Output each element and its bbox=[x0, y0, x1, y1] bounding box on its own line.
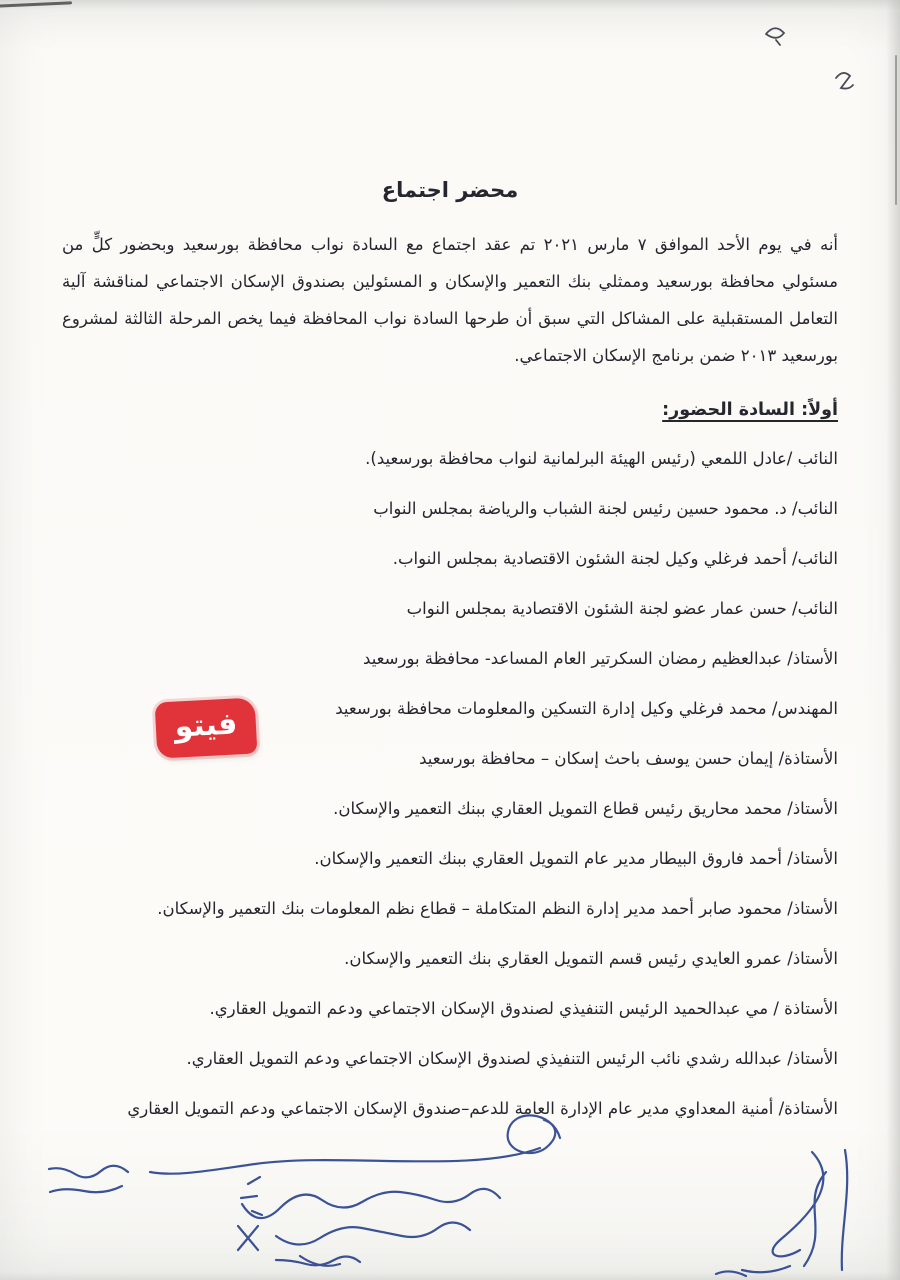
attendee-line: الأستاذ/ عبدالعظيم رمضان السكرتير العام المساعد- محافظة بورسعيد bbox=[363, 649, 838, 668]
scan-edge-bottom bbox=[0, 1272, 900, 1280]
attendees-section-heading: أولاً: السادة الحضور: bbox=[662, 400, 838, 420]
attendee-line: المهندس/ محمد فرغلي وكيل إدارة التسكين والمعلومات محافظة بورسعيد bbox=[335, 699, 838, 718]
intro-paragraph: أنه في يوم الأحد الموافق ٧ مارس ٢٠٢١ تم عقد اجتماع مع السادة نواب محافظة بورسعيد وبحضور كلٍّ من مسئولي محافظة بورسعيد وممثلي بنك التعمير والإسكان و المسئولين بصندوق الإسكان الاجتماعي لمناقشة آلية التعامل المستقبلية على المشاكل التي سبق أن طرحها السادة نواب المحافظة فيما يخص المرحلة الثالثة لمشروع بورسعيد ٢٠١٣ ضمن برنامج الإسكان الاجتماعي. bbox=[62, 235, 839, 365]
news-watermark-logo bbox=[155, 697, 258, 758]
attendee-line: الأستاذ/ محمد محاريق رئيس قطاع التمويل العقاري ببنك التعمير والإسكان. bbox=[333, 799, 838, 818]
attendee-line: الأستاذ/ محمود صابر أحمد مدير إدارة النظم المتكاملة – قطاع نظم المعلومات بنك التعمير والإسكان. bbox=[157, 899, 838, 918]
attendee-line: النائب /عادل اللمعي (رئيس الهيئة البرلمانية لنواب محافظة بورسعيد). bbox=[365, 449, 838, 468]
document-title: محضر اجتماع bbox=[381, 178, 519, 202]
attendee-line: الأستاذة / مي عبدالحميد الرئيس التنفيذي لصندوق الإسكان الاجتماعي ودعم التمويل العقاري. bbox=[209, 999, 838, 1018]
attendee-line: الأستاذ/ عبدالله رشدي نائب الرئيس التنفيذي لصندوق الإسكان الاجتماعي ودعم التمويل العقاري. bbox=[186, 1049, 838, 1068]
attendee-line: الأستاذ/ عمرو العايدي رئيس قسم التمويل العقاري بنك التعمير والإسكان. bbox=[344, 949, 838, 968]
attendee-line: الأستاذة/ إيمان حسن يوسف باحث إسكان – محافظة بورسعيد bbox=[419, 749, 838, 768]
attendee-line: النائب/ حسن عمار عضو لجنة الشئون الاقتصادية بمجلس النواب bbox=[406, 599, 838, 618]
watermark-text: فيتو bbox=[173, 706, 239, 745]
attendees-list bbox=[62, 448, 838, 1119]
attendee-line: النائب/ د. محمود حسين رئيس لجنة الشباب والرياضة بمجلس النواب bbox=[373, 499, 838, 518]
attendee-line: النائب/ أحمد فرغلي وكيل لجنة الشئون الاقتصادية بمجلس النواب. bbox=[392, 549, 838, 568]
attendee-line: الأستاذة/ أمنية المعداوي مدير عام الإدارة العامة للدعم–صندوق الإسكان الاجتماعي ودعم التمويل العقاري bbox=[127, 1099, 838, 1118]
attendee-line: الأستاذ/ أحمد فاروق البيطار مدير عام التمويل العقاري ببنك التعمير والإسكان. bbox=[314, 849, 838, 868]
